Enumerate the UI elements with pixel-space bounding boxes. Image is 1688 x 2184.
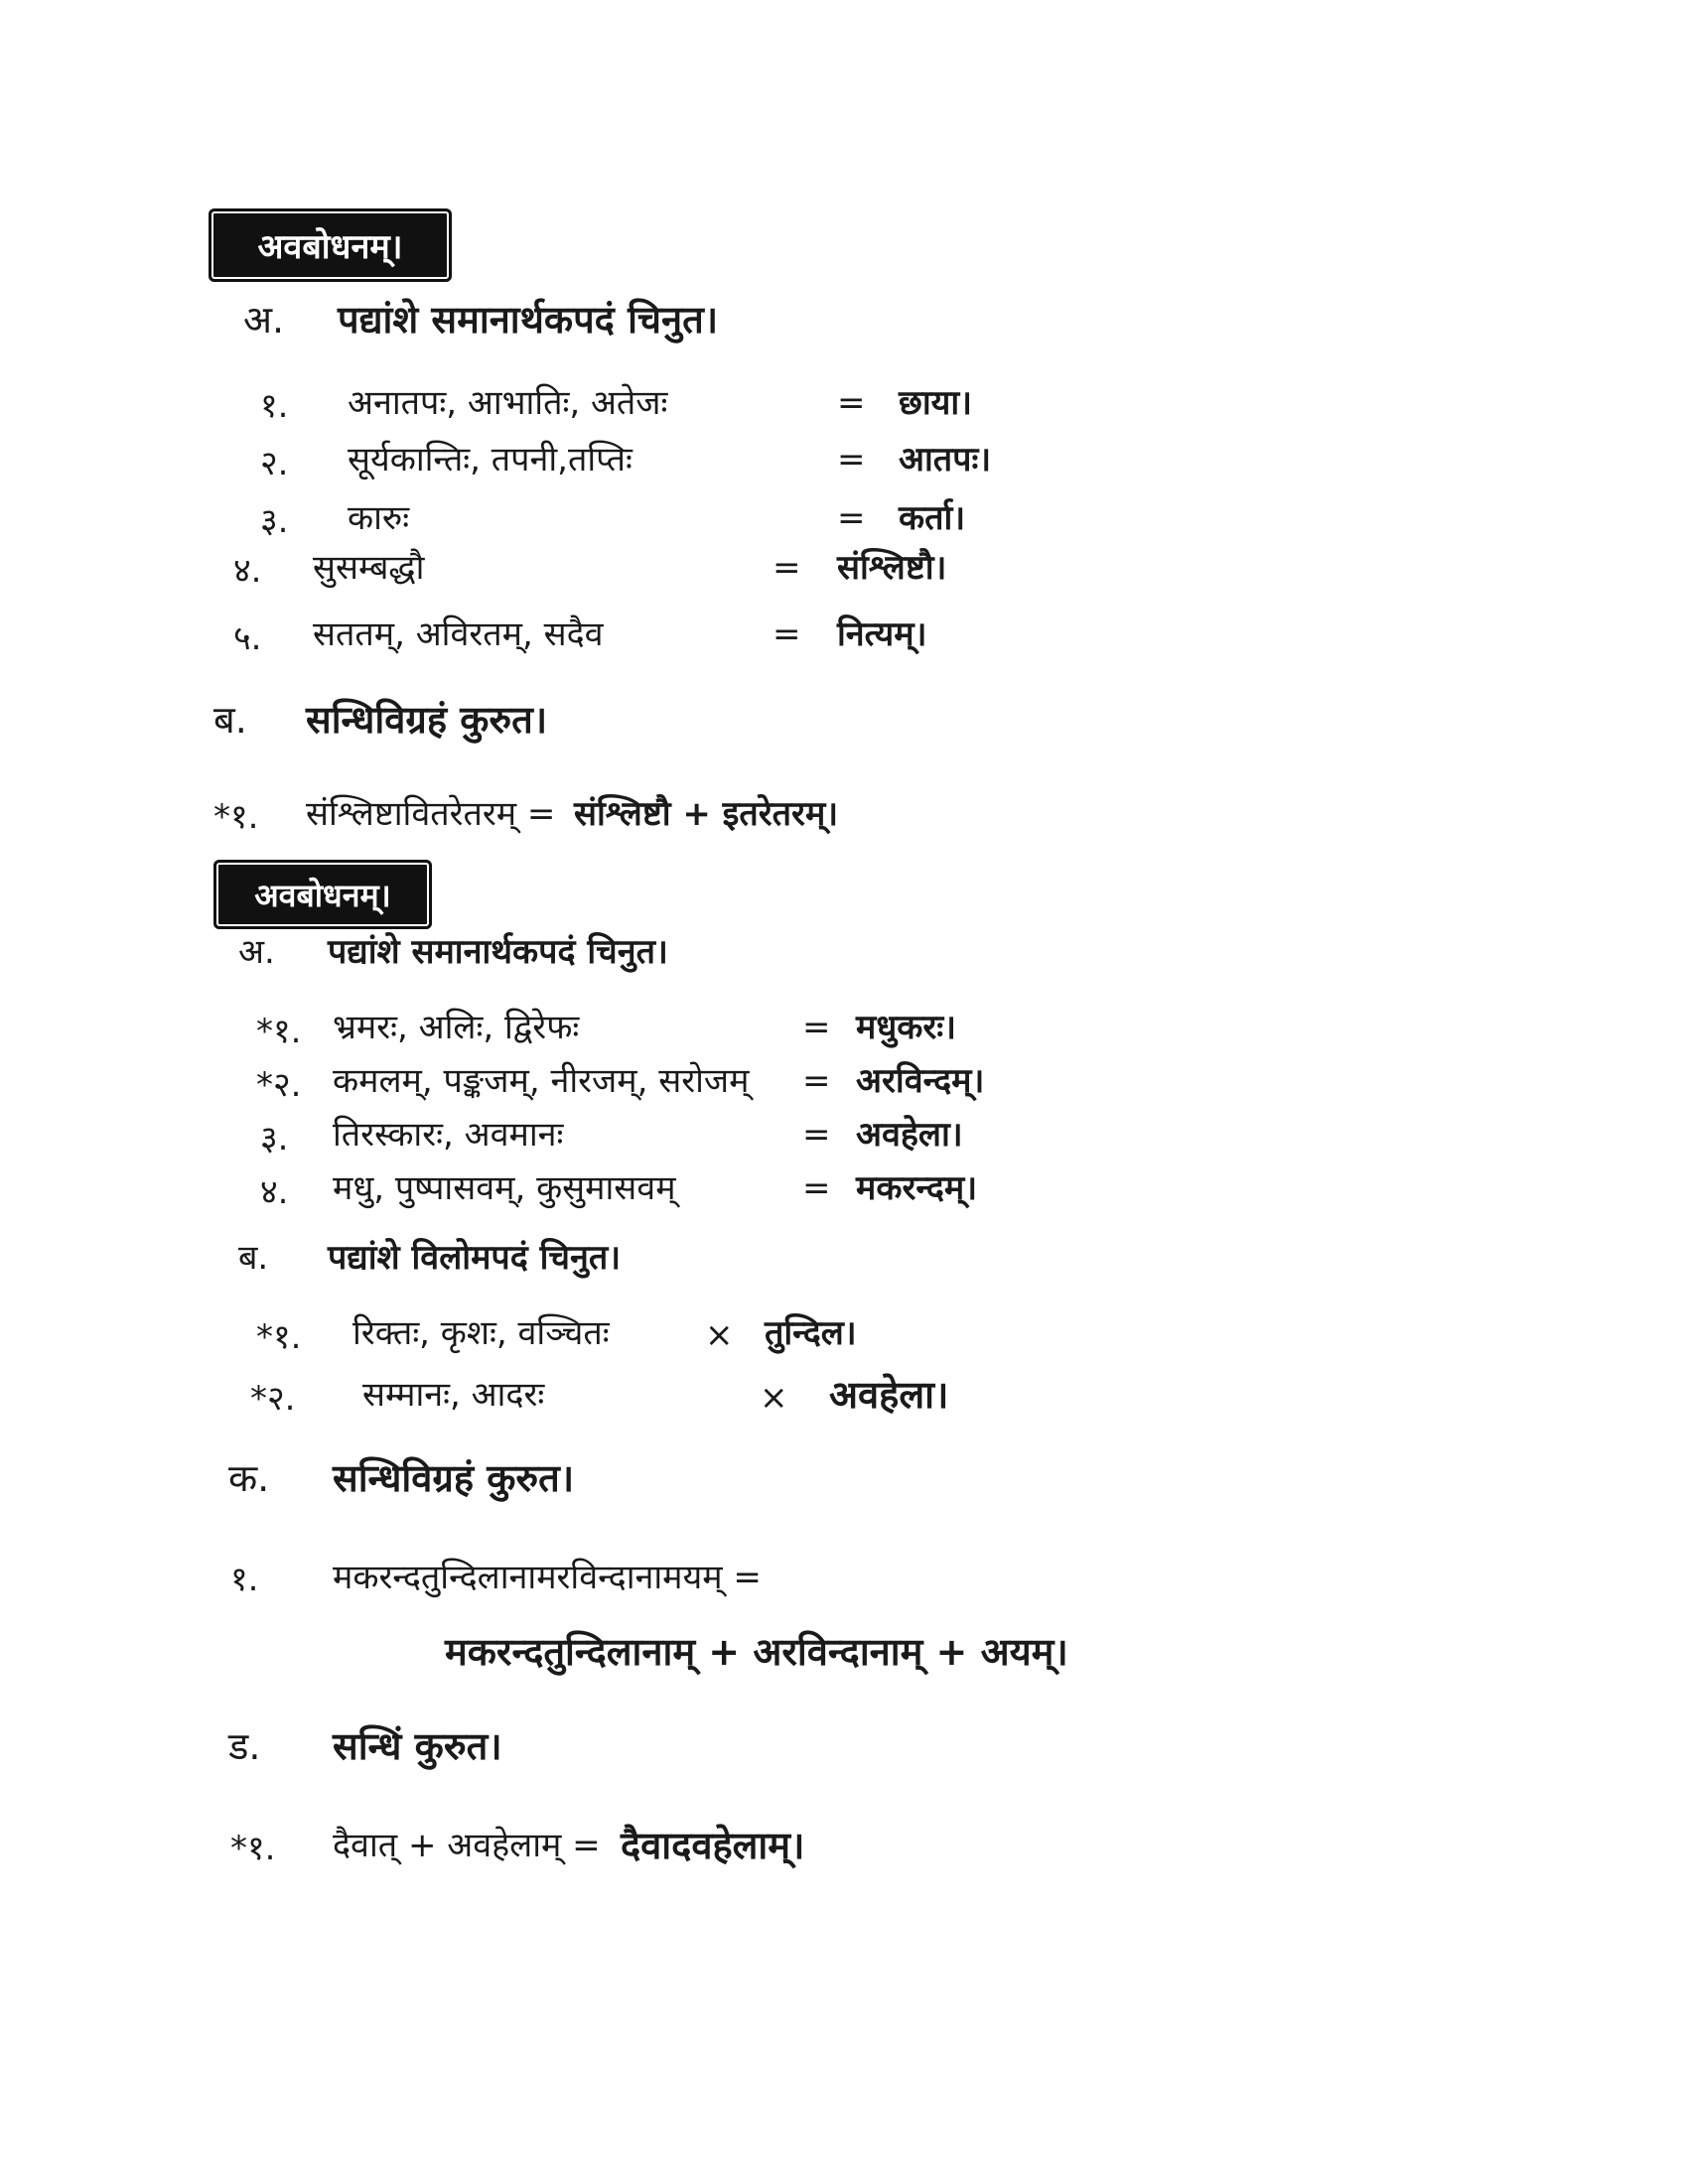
item-number: *२. [256,1065,302,1105]
item-answer: कर्ता। [899,498,966,538]
item-answer: मकरन्दम्। [856,1168,978,1208]
item-number: ३. [260,501,289,541]
question-title: सन्धिं कुरुत। [333,1724,502,1768]
question-marker: ब. [238,1238,269,1278]
item-number: ३. [260,1119,289,1159]
item-number: १. [230,1560,259,1599]
cross-sign: × [760,1378,788,1418]
item-number: ५. [233,618,262,658]
item-answer: अरविन्दम्। [856,1061,985,1101]
item-answer: अवहेला। [856,1115,963,1155]
item-number: ४. [260,1172,289,1212]
item-words: तिरस्कारः, अवमानः [333,1115,564,1155]
item-answer: आतपः। [899,440,992,479]
question-title: पद्यांशे विलोमपदं चिनुत। [328,1238,622,1278]
item-words: अनातपः, आभातिः, अतेजः [348,383,668,423]
item-words: सम्मानः, आदरः [362,1375,545,1415]
question-title: पद्यांशे समानार्थकपदं चिनुत। [338,298,719,341]
question-title: सन्धिविग्रहं कुरुत। [306,698,548,742]
item-words: कमलम्, पङ्कजम्, नीरजम्, सरोजम् [333,1061,750,1101]
item-number: ४. [233,551,262,591]
question-marker: क. [228,1456,270,1500]
badge-label: अवबोधनम्। [254,876,391,914]
equals-sign: = [837,383,866,423]
item-words: सततम्, अविरतम्, सदैव [313,614,604,654]
equals-sign: = [802,1061,831,1101]
equals-sign: = [773,548,801,588]
item-words: सूर्यकान्तिः, तपनी,तप्तिः [348,440,633,479]
sandhi-word: दैवात् + अवहेलाम् = [333,1826,601,1865]
item-answer: तुन्दिल। [765,1313,857,1353]
section-badge [213,860,432,929]
section-badge [209,208,452,282]
item-answer: मधुकरः। [856,1008,957,1047]
cross-sign: × [705,1315,734,1355]
item-answer: अवहेला। [829,1373,949,1417]
item-words: मधु, पुष्पासवम्, कुसुमासवम् [333,1168,676,1208]
item-words: रिक्तः, कृशः, वञ्चितः [352,1313,610,1353]
item-number: *२. [250,1379,296,1419]
item-number: २. [260,444,289,483]
sandhi-word: मकरन्दतुन्दिलानामरविन्दानामयम् = [333,1558,762,1597]
item-words: कारुः [348,498,410,538]
badge-label: अवबोधनम्। [257,227,403,267]
item-number: *१. [230,1829,276,1868]
question-marker: ड. [228,1724,261,1768]
item-answer: संश्लिष्टौ। [837,548,947,588]
item-number: १. [260,386,289,426]
sandhi-split: संश्लिष्टौ + इतरेतरम्। [574,794,839,834]
equals-sign: = [837,440,866,479]
item-answer: छाया। [899,383,973,423]
item-words: सुसम्बद्धौ [313,548,425,588]
item-words: भ्रमरः, अलिः, द्विरेफः [333,1008,580,1047]
item-answer: नित्यम्। [837,614,927,654]
sandhi-word: संश्लिष्टावितरेतरम् = [306,794,556,834]
question-marker: अ. [243,298,285,341]
equals-sign: = [802,1008,831,1047]
question-marker: अ. [238,932,275,972]
item-number: *१. [256,1317,302,1357]
equals-sign: = [773,614,801,654]
question-marker: ब. [213,698,247,742]
item-number: *१. [213,797,259,837]
equals-sign: = [802,1168,831,1208]
sandhi-result: दैवादवहेलाम्। [621,1824,805,1867]
equals-sign: = [837,498,866,538]
question-title: पद्यांशे समानार्थकपदं चिनुत। [328,932,668,972]
equals-sign: = [802,1115,831,1155]
question-title: सन्धिविग्रहं कुरुत। [333,1456,575,1500]
item-number: *१. [256,1012,302,1051]
sandhi-split: मकरन्दतुन्दिलानाम् + अरविन्दानाम् + अयम्। [445,1630,1068,1674]
